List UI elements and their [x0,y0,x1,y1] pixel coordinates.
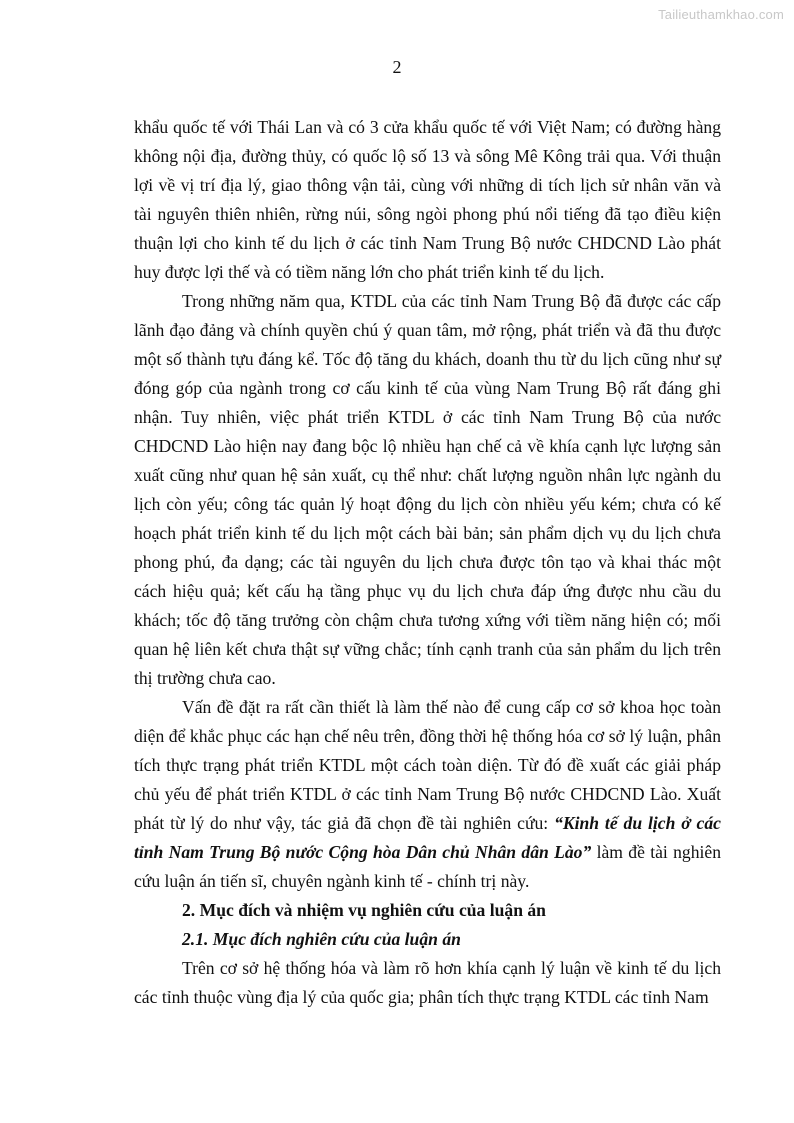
page-number: 2 [392,57,402,77]
subsection-heading-2-1: 2.1. Mục đích nghiên cứu của luận án [182,929,461,949]
rationale-text-end: làm đề tài nghiên cứu luận án tiến sĩ, chuyên ngành kinh tế - chính trị này. [134,842,721,891]
paragraph-intro-continued: khẩu quốc tế với Thái Lan và có 3 cửa khẩu quốc tế với Việt Nam; có đường hàng không nội địa, đường thủy, có quốc lộ số 13 và sông Mê Kông trải qua. Với thuận lợi về vị trí địa lý, giao thông vận tải, cùng với những di tích lịch sử nhân văn và tài nguyên thiên nhiên, rừng núi, sông ngòi phong phú nổi tiếng đã tạo điều kiện thuận lợi cho kinh tế du lịch ở các tỉnh Nam Trung Bộ nước CHDCND Lào phát huy được lợi thế và có tiềm năng lớn cho phát triển kinh tế du lịch. [134,117,721,282]
watermark: Tailieuthamkhao.com [658,7,784,22]
section-heading-2: 2. Mục đích và nhiệm vụ nghiên cứu của luận án [182,900,546,920]
paragraph-research-rationale [134,693,721,896]
rationale-text: Vấn đề đặt ra rất cần thiết là làm thế nào để cung cấp cơ sở khoa học toàn diện để khắc phục các hạn chế nêu trên, đồng thời hệ thống hóa cơ sở lý luận, phân tích thực trạng phát triển KTDL một cách toàn diện. Từ đó đề xuất các giải pháp chủ yếu để phát triển KTDL ở các tỉnh Nam Trung Bộ nước CHDCND Lào. Xuất phát từ lý do như vậy, tác giả đã chọn đề tài nghiên cứu: [134,697,721,833]
document-body [134,113,721,1012]
paragraph-research-purpose: Trên cơ sở hệ thống hóa và làm rõ hơn khía cạnh lý luận về kinh tế du lịch các tỉnh thuộc vùng địa lý của quốc gia; phân tích thực trạng KTDL các tỉnh Nam [134,958,721,1007]
paragraph-achievements-limitations: Trong những năm qua, KTDL của các tỉnh Nam Trung Bộ đã được các cấp lãnh đạo đảng và chính quyền chú ý quan tâm, mở rộng, phát triển và đã thu được một số thành tựu đáng kể. Tốc độ tăng du khách, doanh thu từ du lịch cũng như sự đóng góp của ngành trong cơ cấu kinh tế của vùng Nam Trung Bộ rất đáng ghi nhận. Tuy nhiên, việc phát triển KTDL ở các tỉnh Nam Trung Bộ của nước CHDCND Lào hiện nay đang bộc lộ nhiều hạn chế cả về khía cạnh lực lượng sản xuất cũng như quan hệ sản xuất, cụ thể như: chất lượng nguồn nhân lực ngành du lịch còn yếu; công tác quản lý hoạt động du lịch còn nhiều yếu kém; chưa có kế hoạch phát triển kinh tế du lịch một cách bài bản; sản phẩm dịch vụ du lịch chưa phong phú, đa dạng; các tài nguyên du lịch chưa được tôn tạo và khai thác một cách hiệu quả; kết cấu hạ tầng phục vụ du lịch chưa đáp ứng được nhu cầu du khách; tốc độ tăng trưởng còn chậm chưa tương xứng với tiềm năng hiện có; mối quan hệ liên kết chưa thật sự vững chắc; tính cạnh tranh của sản phẩm du lịch trên thị trường chưa cao. [134,291,721,688]
thesis-title-quote: “Kinh tế du lịch ở các tỉnh Nam Trung Bộ nước Cộng hòa Dân chủ Nhân dân Lào” [134,813,721,862]
